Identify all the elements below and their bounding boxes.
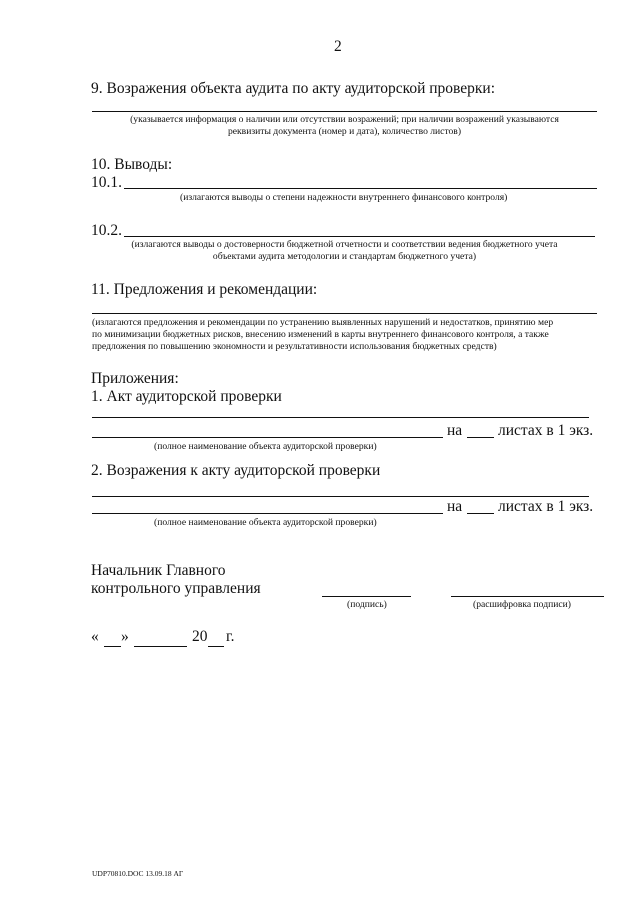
section-9-fill-line[interactable] [92, 111, 597, 112]
attachment-2-sheets: листах в 1 экз. [498, 498, 594, 515]
item-10-2-label: 10.2. [91, 222, 122, 239]
attachment-2-sheets-count[interactable] [467, 513, 494, 514]
signature-title-1: Начальник Главного [91, 562, 226, 579]
item-10-2-note-2: объектами аудита методологии и стандартам бюджетного учета) [212, 251, 477, 262]
attachment-1-fill-line-1[interactable] [92, 417, 589, 418]
section-11-fill-line[interactable] [92, 313, 597, 314]
signature-decode-label: (расшифровка подписи) [473, 599, 571, 610]
item-10-1-fill-line[interactable] [124, 188, 597, 189]
attachment-1-na: на [447, 422, 463, 439]
date-close-quote: » [121, 628, 129, 645]
section-11-note-2: по минимизации бюджетных рисков, внесению изменений в карты внутреннего финансового контроля, а также [92, 329, 549, 340]
date-year-field[interactable] [208, 646, 224, 647]
signature-label: (подпись) [347, 599, 387, 610]
page-number: 2 [334, 38, 342, 55]
attachment-2-fill-line-1[interactable] [92, 496, 589, 497]
date-year-suffix: г. [226, 628, 235, 645]
signature-decode-line[interactable] [451, 596, 604, 597]
section-11-note-3: предложения по повышению экономности и результативности использования бюджетных средств) [92, 341, 497, 352]
attachment-2-name-note: (полное наименование объекта аудиторской проверки) [154, 517, 377, 528]
signature-title-2: контрольного управления [91, 580, 261, 597]
attachment-2-na: на [447, 498, 463, 515]
attachment-1-title: 1. Акт аудиторской проверки [91, 388, 282, 405]
attachment-1-name-note: (полное наименование объекта аудиторской проверки) [154, 441, 377, 452]
section-9-note-1: (указывается информация о наличии или отсутствии возражений; при наличии возражений указываются [130, 114, 559, 125]
section-10-heading: 10. Выводы: [91, 156, 173, 173]
section-9-heading: 9. Возражения объекта аудита по акту аудиторской проверки: [91, 80, 496, 97]
section-9-note-2: реквизиты документа (номер и дата), количество листов) [227, 126, 462, 137]
attachment-2-fill-line-2[interactable] [92, 513, 443, 514]
attachment-2-title: 2. Возражения к акту аудиторской проверки [91, 462, 381, 479]
signature-line[interactable] [322, 596, 411, 597]
attachments-heading: Приложения: [91, 370, 179, 387]
section-11-heading: 11. Предложения и рекомендации: [91, 281, 318, 298]
attachment-1-sheets-count[interactable] [467, 437, 494, 438]
item-10-1-note: (излагаются выводы о степени надежности внутреннего финансового контроля) [180, 192, 508, 203]
section-11-note-1: (излагаются предложения и рекомендации по устранению выявленных нарушений и недостатков, принятию мер [92, 317, 554, 328]
date-day-field[interactable] [104, 646, 121, 647]
attachment-1-fill-line-2[interactable] [92, 437, 443, 438]
attachment-1-sheets: листах в 1 экз. [498, 422, 594, 439]
date-month-field[interactable] [134, 646, 187, 647]
footer-code: UDP70810.DOC 13.09.18 АГ [92, 869, 184, 878]
date-open-quote: « [91, 628, 99, 645]
item-10-1-label: 10.1. [91, 174, 122, 191]
item-10-2-note-1: (излагаются выводы о достоверности бюджетной отчетности и соответствии ведения бюджетного учета [131, 239, 558, 250]
item-10-2-fill-line[interactable] [124, 236, 595, 237]
date-year-prefix: 20 [192, 628, 208, 645]
